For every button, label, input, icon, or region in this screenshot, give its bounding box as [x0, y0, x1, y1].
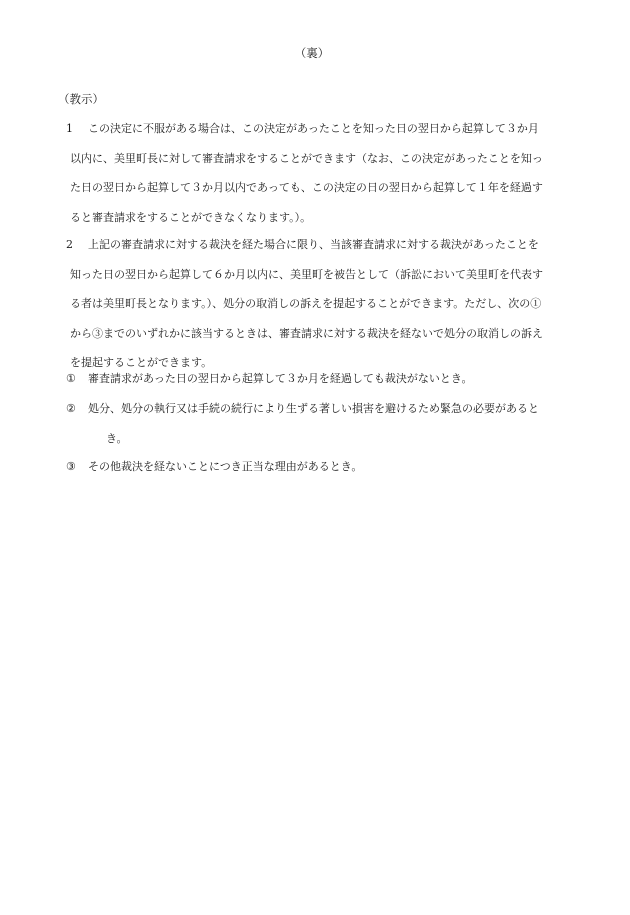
item-line: を提起することができます。: [70, 356, 213, 369]
item-line: ると審査請求をすることができなくなります。）。: [70, 210, 312, 224]
page-header: （裏）: [294, 46, 330, 60]
item-text: 上記の審査請求に対する裁決を経た場合に限り、当該審査請求に対する裁決があったことを: [88, 238, 539, 251]
sub-item-text: その他裁決を経ないことにつき正当な理由があるとき。: [88, 460, 363, 473]
sub-item-mark: ①: [66, 372, 76, 385]
sub-item-1: [66, 364, 578, 394]
item-line: 以内に、美里町長に対して審査請求をすることができます（なお、この決定があったことを知っ: [70, 151, 543, 165]
item-number: 1: [66, 122, 73, 135]
sub-item-line: [66, 394, 578, 424]
sub-item-3: [66, 452, 578, 482]
sub-item-text: 処分、処分の執行又は手続の続行により生ずる著しい損害を避けるため緊急の必要があると: [88, 402, 539, 415]
sub-item-mark: ③: [66, 460, 76, 473]
item-line: から③までのいずれかに該当するときは、審査請求に対する裁決を経ないで処分の取消しの訴え: [70, 326, 543, 340]
notice-item-2: [66, 230, 578, 378]
sub-item-line: き。: [106, 431, 128, 445]
item-text: この決定に不服がある場合は、この決定があったことを知った日の翌日から起算して３か月: [88, 122, 539, 135]
item-line: る者は美里町長となります。）、処分の取消しの訴えを提起することができます。ただし、次の①: [70, 297, 542, 310]
sub-item-text: 審査請求があった日の翌日から起算して３か月を経過しても裁決がないとき。: [88, 372, 473, 385]
section-title: （教示）: [58, 92, 104, 106]
item-line: た日の翌日から起算して３か月以内であっても、この決定の日の翌日から起算して１年を経過す: [70, 181, 543, 194]
sub-item-line: [66, 452, 578, 482]
item-line: [66, 230, 578, 260]
sub-item-line: [66, 364, 578, 394]
sub-item-2: [66, 394, 578, 453]
item-number: 2: [66, 238, 73, 251]
item-line: 知った日の翌日から起算して６か月以内に、美里町を被告として（訴訟において美里町を代表す: [70, 267, 543, 281]
item-line: [66, 114, 578, 144]
sub-item-mark: ②: [66, 402, 76, 415]
notice-item-1: [66, 114, 578, 232]
